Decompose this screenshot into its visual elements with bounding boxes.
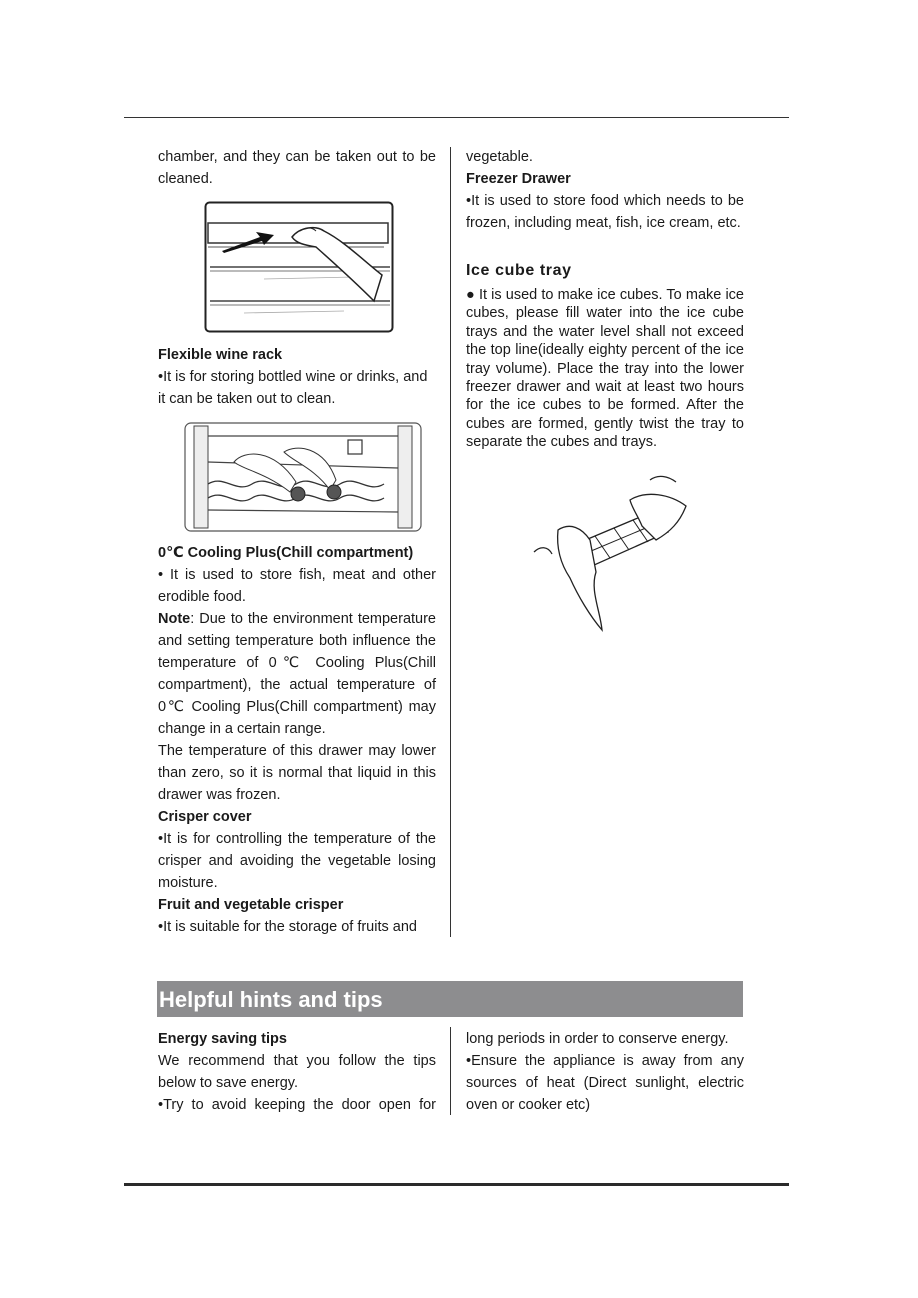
fruit-crisper-heading: Fruit and vegetable crisper — [158, 897, 344, 913]
energy-tip1-start: •Try to avoid keeping the door open for — [158, 1097, 436, 1113]
shelf-removal-illustration — [204, 201, 394, 333]
energy-intro: We recommend that you follow the tips below to save energy. — [158, 1053, 436, 1091]
right-column — [466, 146, 744, 452]
left-column — [158, 146, 436, 190]
ice-cube-tray-text: ● It is used to make ice cubes. To make ice cubes, please fill water into the ice cube trays and the water level shall not exceed the top line(ideally eighty percent of the ice tray volume). Place the tray into the lower freezer drawer and wait at least two hours for the ice cubes to be formed. After the cubes are formed, gently twist the tray to separate the cubes and trays. — [466, 287, 744, 451]
wine-rack-section — [158, 344, 436, 410]
note-text: : Due to the environment temperature and setting temperature both influence the temperature of 0℃ Cooling Plus(Chill compartment), the actual temperature of 0℃ Cooling Plus(Chill compartment) may change in a certain range. — [158, 611, 436, 737]
energy-left — [158, 1028, 436, 1116]
note-label: Note — [158, 611, 191, 627]
banner-title: Helpful hints and tips — [159, 987, 383, 1012]
ice-tray-twist-illustration — [530, 470, 692, 634]
column-divider-bottom — [450, 1027, 451, 1115]
cooling-plus-heading: 0℃ Cooling Plus(Chill compartment) — [158, 545, 414, 561]
left-text-block — [158, 542, 436, 938]
fruit-crisper-text: •It is suitable for the storage of fruits and — [158, 919, 417, 935]
cooling-plus-extra: The temperature of this drawer may lower than zero, so it is normal that liquid in this drawer was frozen. — [158, 743, 436, 803]
energy-heading: Energy saving tips — [158, 1031, 287, 1047]
wine-rack-text: •It is for storing bottled wine or drinks, and it can be taken out to clean. — [158, 369, 428, 407]
crisper-cover-heading: Crisper cover — [158, 809, 252, 825]
crisper-cover-text: •It is for controlling the temperature of the crisper and avoiding the vegetable losing moisture. — [158, 831, 436, 891]
column-divider-top — [450, 147, 451, 937]
header-rule — [124, 117, 789, 118]
energy-tip1-end: long periods in order to conserve energy. — [466, 1031, 729, 1047]
vegetable-continuation-text: vegetable. — [466, 149, 533, 165]
helpful-hints-banner — [157, 981, 743, 1017]
wine-rack-illustration — [184, 422, 422, 532]
energy-tip2: •Ensure the appliance is away from any sources of heat (Direct sunlight, electric oven or cooker etc) — [466, 1053, 744, 1113]
energy-right — [466, 1028, 744, 1116]
freezer-drawer-heading: Freezer Drawer — [466, 171, 571, 187]
chamber-continuation-text: chamber, and they can be taken out to be cleaned. — [158, 149, 436, 187]
wine-rack-heading: Flexible wine rack — [158, 347, 283, 363]
footer-rule — [124, 1183, 789, 1186]
cooling-plus-text: • It is used to store fish, meat and other erodible food. — [158, 567, 436, 605]
ice-cube-tray-heading: Ice cube tray — [466, 262, 572, 279]
freezer-drawer-text: •It is used to store food which needs to be frozen, including meat, fish, ice cream, etc. — [466, 193, 744, 231]
cooling-plus-note — [158, 608, 436, 740]
